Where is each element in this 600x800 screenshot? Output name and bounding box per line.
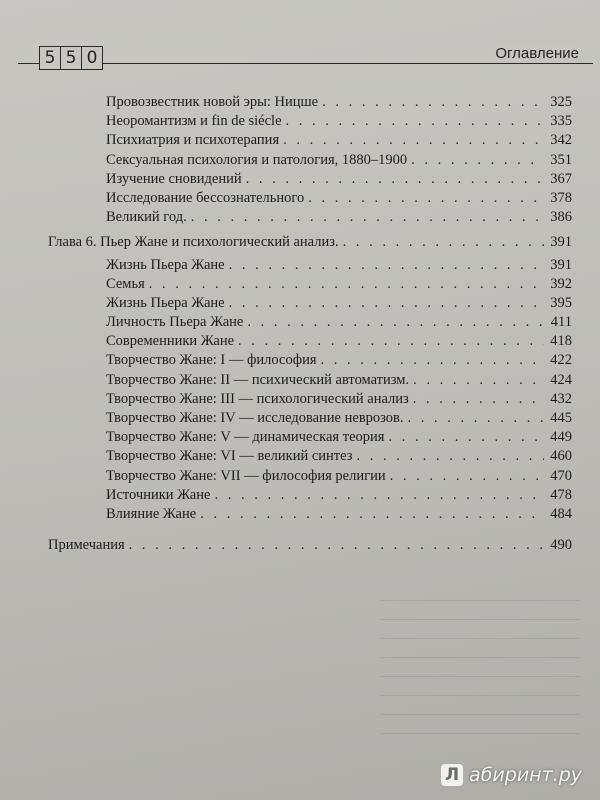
- toc-entry-title: Изучение сновидений: [106, 170, 242, 187]
- toc-entry-page: 335: [550, 113, 572, 130]
- page-number-digit: 5: [60, 46, 82, 70]
- toc-leader-dots: [246, 170, 544, 189]
- toc-entry-title: Неоромантизм и fin de siécle: [106, 113, 282, 130]
- toc-leader-dots: [343, 233, 544, 252]
- toc-leader-dots: [413, 390, 544, 409]
- toc-entry-page: 367: [550, 170, 572, 187]
- toc-leader-dots: [408, 409, 544, 428]
- toc-entry-title: Творчество Жане: I — философия: [106, 352, 317, 369]
- toc-entry-title: Творчество Жане: VI — великий синтез: [106, 448, 353, 465]
- toc-leader-dots: [129, 536, 544, 555]
- toc-entry-title: Влияние Жане: [106, 505, 197, 522]
- toc-leader-dots: [411, 151, 544, 170]
- toc-entry-page: 470: [550, 467, 572, 484]
- page-number: [40, 46, 103, 70]
- toc-leader-dots: [238, 332, 544, 351]
- toc-entry-page: 484: [550, 505, 572, 522]
- toc-entry-title: Творчество Жане: V — динамическая теория: [106, 429, 385, 446]
- toc-leader-dots: [308, 189, 544, 208]
- toc-entry-page: 391: [550, 234, 572, 251]
- toc-entry-title: Великий год.: [106, 209, 187, 226]
- toc-leader-dots: [388, 428, 544, 447]
- toc-leader-dots: [283, 131, 544, 150]
- toc-entry-title: Глава 6. Пьер Жане и психологический анализ.: [48, 234, 339, 251]
- toc-entry-page: 445: [550, 410, 572, 426]
- toc-leader-dots: [390, 467, 544, 486]
- toc-entry: [48, 151, 572, 170]
- toc-entry-page: 378: [550, 189, 572, 206]
- toc-entry: [48, 112, 572, 131]
- toc-entry: [48, 467, 572, 486]
- toc-entry-title: Жизнь Пьера Жане: [106, 256, 225, 273]
- toc-entry-page: 432: [550, 390, 572, 407]
- toc-leader-dots: [357, 447, 545, 466]
- toc-entry-page: 411: [550, 314, 572, 331]
- toc-leader-dots: [229, 256, 544, 275]
- toc-entry: [48, 536, 572, 555]
- toc-leader-dots: [286, 112, 544, 131]
- toc-leader-dots: [191, 208, 544, 227]
- table-of-contents: [48, 93, 572, 555]
- toc-entry-page: 342: [550, 132, 572, 149]
- toc-entry-page: 478: [550, 486, 572, 503]
- toc-entry-title: Современники Жане: [106, 333, 235, 350]
- toc-entry-title: Исследование бессознательного: [106, 189, 305, 206]
- toc-entry-title: Сексуальная психология и патология, 1880–1900: [106, 151, 408, 168]
- labirint-logo-icon: Л: [441, 764, 463, 786]
- bleed-through-text: [380, 600, 580, 740]
- page-header: [18, 46, 593, 72]
- toc-entry: [48, 170, 572, 189]
- toc-entry: [48, 447, 572, 466]
- toc-entry-title: Личность Пьера Жане: [106, 314, 244, 331]
- toc-entry: [48, 428, 572, 447]
- toc-entry: [48, 93, 572, 112]
- toc-entry-page: 424: [550, 371, 572, 388]
- toc-entry: [48, 233, 572, 252]
- toc-entry-page: 351: [550, 151, 572, 168]
- watermark: [441, 764, 582, 786]
- toc-entry-page: 325: [550, 94, 572, 110]
- toc-entry-page: 391: [550, 256, 572, 273]
- toc-entry-title: Примечания: [48, 537, 125, 554]
- toc-leader-dots: [200, 505, 544, 524]
- toc-entry-title: Семья: [106, 275, 145, 292]
- toc-entry-page: 418: [550, 333, 572, 350]
- toc-entry: [48, 208, 572, 227]
- toc-leader-dots: [322, 93, 544, 112]
- toc-leader-dots: [229, 294, 544, 313]
- toc-entry: [48, 275, 572, 294]
- toc-entry-title: Творчество Жане: II — психический автоматизм.: [106, 371, 410, 388]
- toc-leader-dots: [214, 486, 544, 505]
- toc-entry: [48, 313, 572, 332]
- toc-entry: [48, 294, 572, 313]
- toc-entry-title: Источники Жане: [106, 486, 211, 503]
- toc-entry: [48, 409, 572, 428]
- toc-entry: [48, 332, 572, 351]
- toc-entry-title: Творчество Жане: IV — исследование неврозов.: [106, 410, 404, 426]
- toc-leader-dots: [321, 351, 544, 370]
- page-number-digit: 5: [39, 46, 61, 70]
- toc-entry: [48, 189, 572, 208]
- toc-entry-page: 392: [550, 275, 572, 292]
- toc-entry: [48, 371, 572, 390]
- toc-entry: [48, 505, 572, 524]
- toc-entry-title: Психиатрия и психотерапия: [106, 132, 280, 149]
- toc-entry-title: Провозвестник новой эры: Ницше: [106, 94, 319, 110]
- toc-entry: [48, 131, 572, 150]
- toc-entry-page: 449: [550, 429, 572, 446]
- page-number-digit: 0: [81, 46, 103, 70]
- section-title: Оглавление: [489, 45, 579, 62]
- header-rule: [18, 63, 593, 64]
- toc-entry-title: Жизнь Пьера Жане: [106, 294, 225, 311]
- toc-leader-dots: [247, 313, 544, 332]
- toc-entry: [48, 351, 572, 370]
- toc-leader-dots: [413, 371, 544, 390]
- toc-entry-title: Творчество Жане: VII — философия религии: [106, 467, 386, 484]
- toc-entry-title: Творчество Жане: III — психологический анализ: [106, 390, 409, 407]
- watermark-text: абиринт.ру: [469, 764, 582, 786]
- toc-entry: [48, 390, 572, 409]
- toc-leader-dots: [149, 275, 544, 294]
- toc-entry-page: 490: [550, 537, 572, 554]
- toc-entry: [48, 256, 572, 275]
- toc-entry-page: 395: [550, 294, 572, 311]
- toc-entry-page: 422: [550, 352, 572, 369]
- toc-entry-page: 460: [550, 448, 572, 465]
- toc-entry: [48, 486, 572, 505]
- toc-entry-page: 386: [550, 209, 572, 226]
